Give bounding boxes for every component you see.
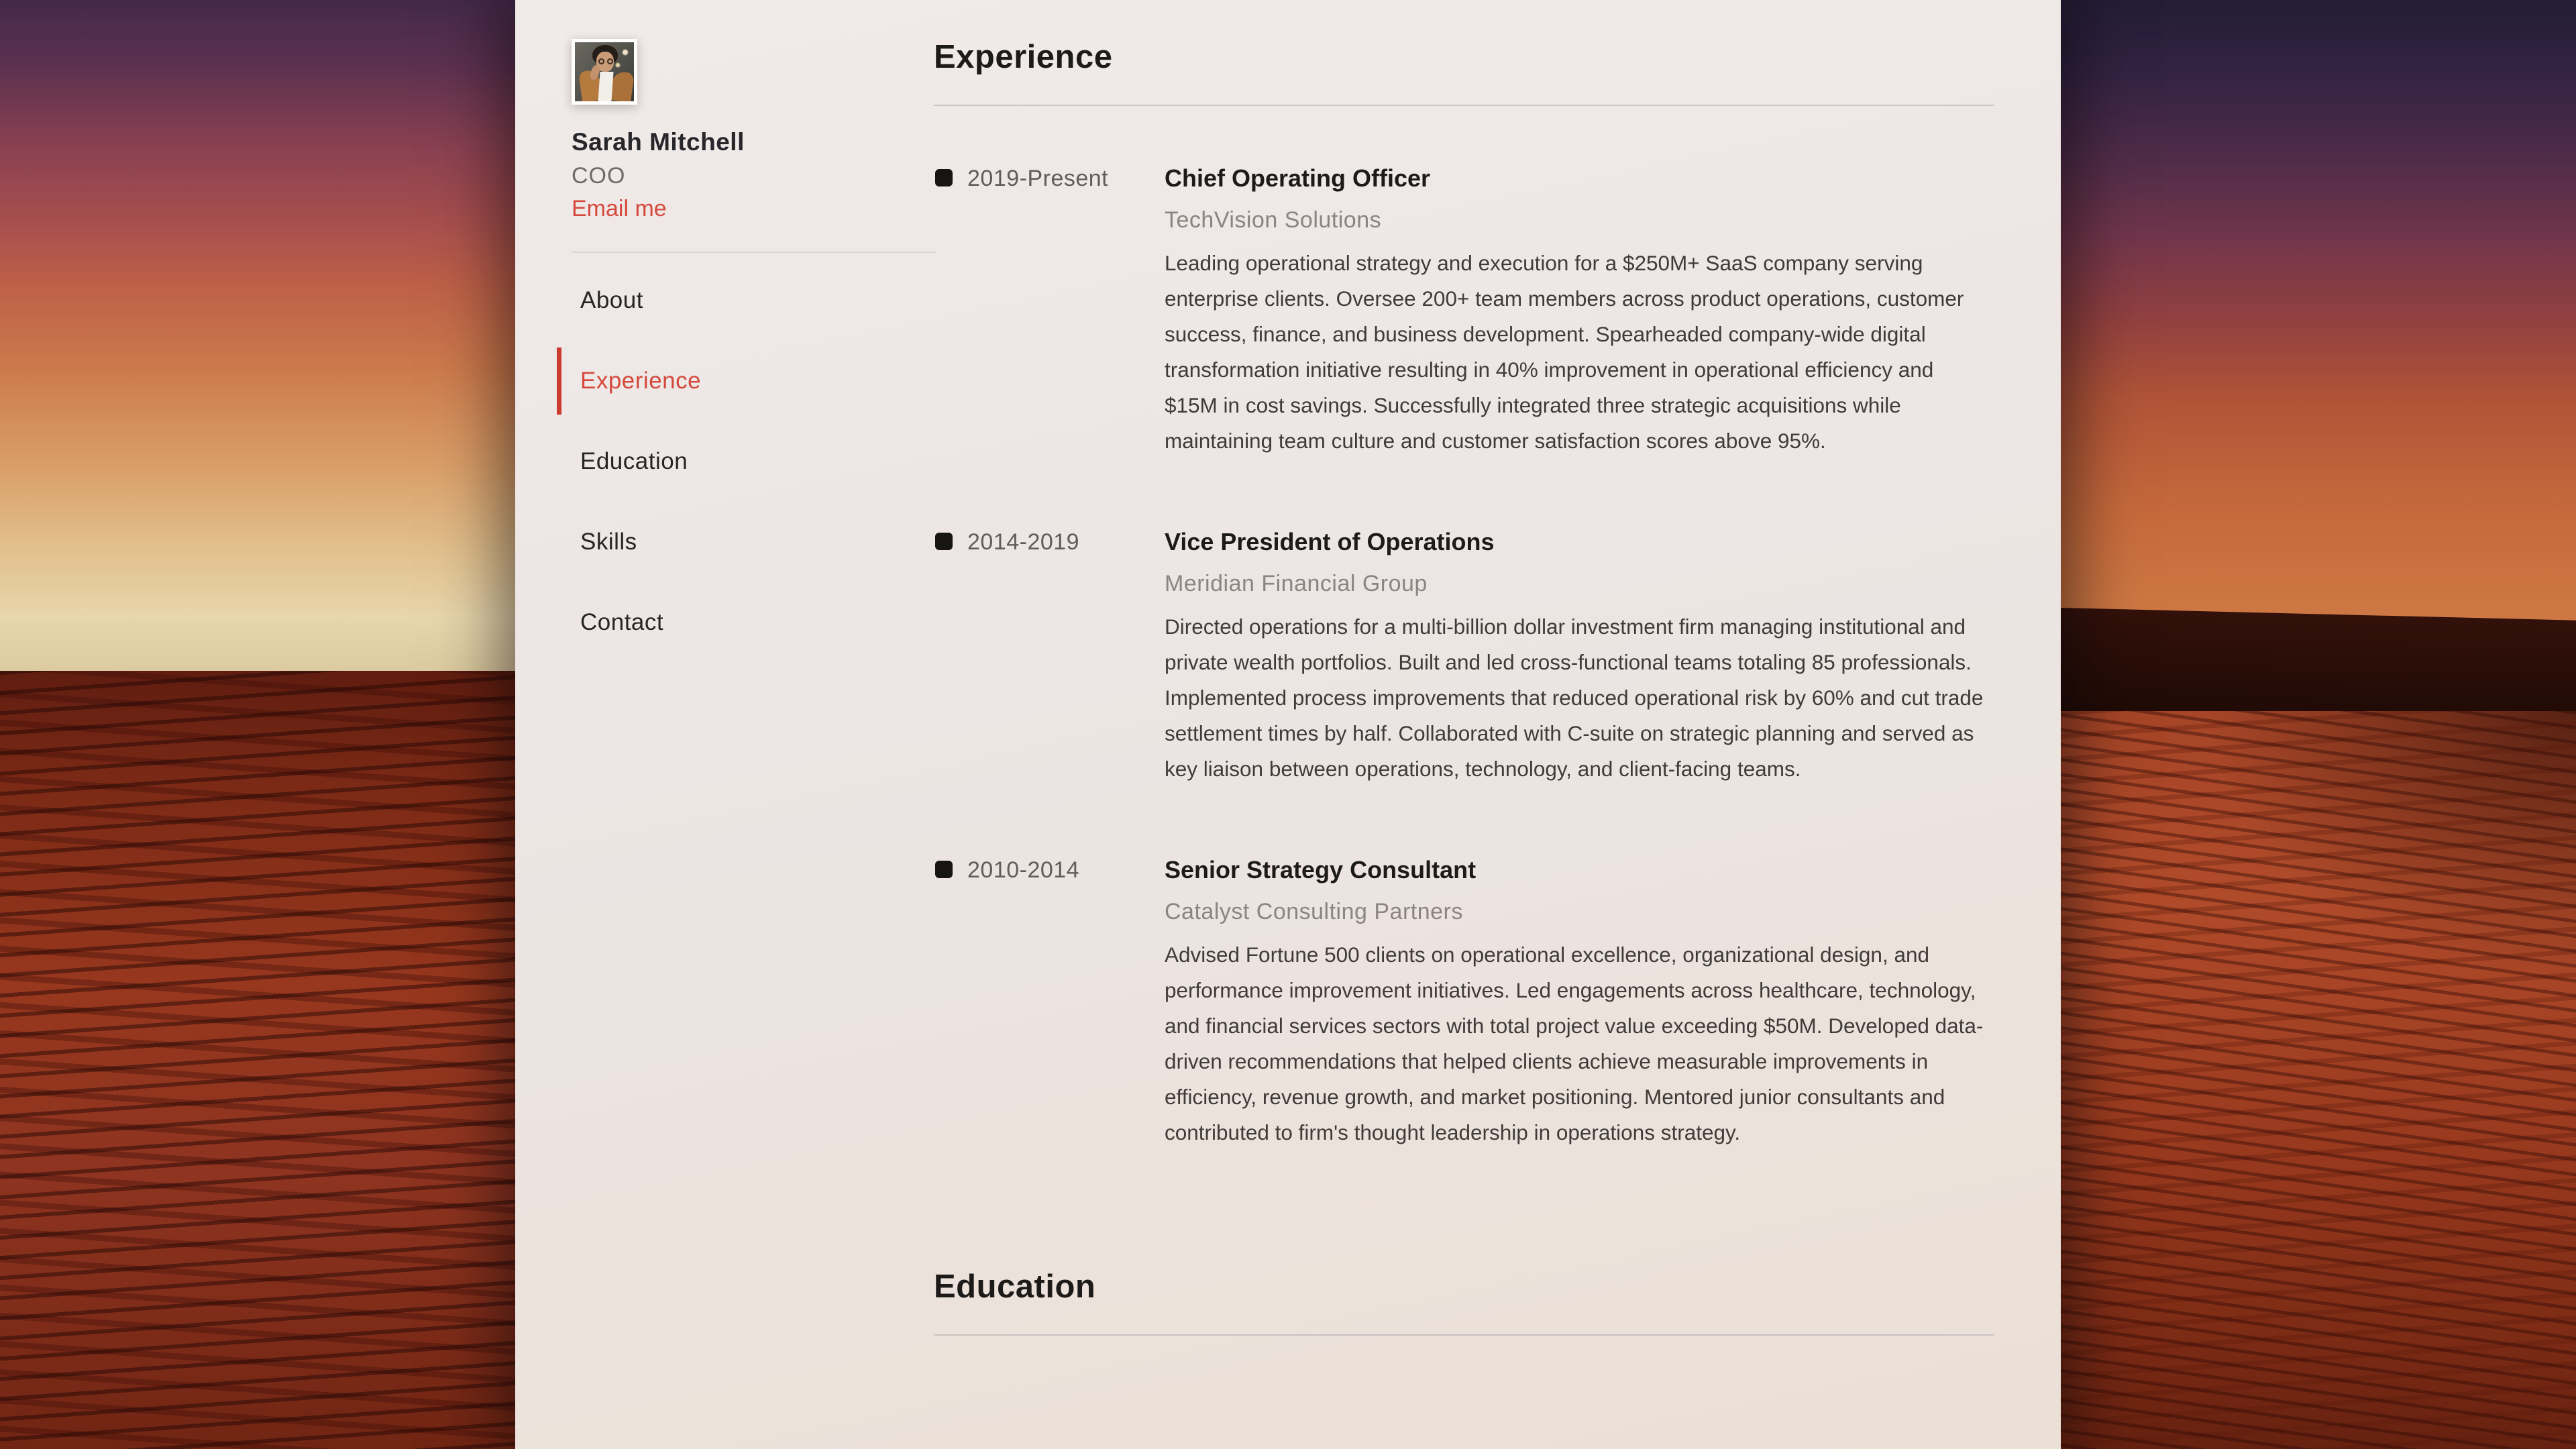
sidebar-item-education[interactable]: Education (580, 448, 688, 474)
desert-background-left (0, 0, 515, 1449)
education-section (934, 1266, 1994, 1336)
job-company: Catalyst Consulting Partners (1165, 899, 1463, 924)
timeline-square-marker (935, 861, 953, 878)
job-period: 2010-2014 (967, 857, 1080, 883)
job-entry (934, 527, 1994, 787)
profile-photo (575, 42, 634, 101)
experience-section-title: Experience (934, 39, 1113, 75)
job-period: 2014-2019 (967, 529, 1080, 555)
photo-shirt (598, 72, 613, 101)
timeline-square-marker (935, 169, 953, 186)
sunset-sky-right (2061, 0, 2576, 644)
job-meta (934, 855, 1165, 1150)
resume-panel (515, 0, 2061, 1449)
job-period: 2019-Present (967, 166, 1109, 191)
job-meta (934, 527, 1165, 787)
experience-timeline (934, 164, 1994, 1150)
job-description: Advised Fortune 500 clients on operational excellence, organizational design, and performance improvement initiatives. Led engagements across healthcare, technology, and financial services sectors with total project value exceeding $50M. Developed data-driven recommendations that helped clients achieve measurable improvements in efficiency, revenue growth, and market positioning. Mentored junior consultants and contributed to firm's thought leadership in operations strategy. (1165, 943, 1984, 1144)
sidebar (515, 0, 934, 669)
job-title: Chief Operating Officer (1165, 164, 1431, 192)
bokeh-light (622, 49, 629, 56)
job-body (1165, 164, 1994, 459)
email-link[interactable]: Email me (572, 196, 667, 221)
job-title: Senior Strategy Consultant (1165, 856, 1477, 883)
job-company: TechVision Solutions (1165, 207, 1382, 233)
sunset-sky-left (0, 0, 515, 671)
desert-background-right (2061, 0, 2576, 1449)
sidebar-item-skills[interactable]: Skills (580, 529, 637, 555)
sidebar-divider (572, 252, 936, 253)
job-body (1165, 527, 1994, 787)
job-body (1165, 855, 1994, 1150)
profile-role: COO (572, 163, 626, 189)
sidebar-item-experience[interactable]: Experience (557, 347, 934, 415)
profile-name: Sarah Mitchell (572, 128, 745, 156)
photo-glasses-right (607, 58, 613, 64)
job-entry (934, 855, 1994, 1150)
sidebar-item-about[interactable]: About (580, 287, 643, 313)
job-company: Meridian Financial Group (1165, 571, 1428, 596)
job-description: Leading operational strategy and execution for a $250M+ SaaS company serving enterprise clients. Oversee 200+ team members across product operations, customer success, finance, and business development. Spearheaded company-wide digital transformation initiative resulting in 40% improvement in operational efficiency and $15M in cost savings. Successfully integrated three strategic acquisitions while maintaining team culture and customer satisfaction scores above 95%. (1165, 251, 1964, 453)
bokeh-light (615, 62, 621, 68)
job-description: Directed operations for a multi-billion dollar investment firm managing institutional and private wealth portfolios. Built and led cross-functional teams totaling 85 professionals. Implemented process improvements that reduced operational risk by 60% and cut trade settlement times by half. Collaborated with C-suite on strategic planning and served as key liaison between operations, technology, and client-facing teams. (1165, 614, 1984, 781)
education-section-title: Education (934, 1269, 1096, 1305)
education-divider (934, 1334, 1994, 1336)
job-entry (934, 164, 1994, 459)
sand-dunes-left (0, 671, 515, 1449)
sand-dunes-right (2061, 711, 2576, 1449)
job-meta (934, 164, 1165, 459)
sidebar-item-contact[interactable]: Contact (580, 609, 664, 635)
timeline-square-marker (935, 533, 953, 550)
profile-photo-frame (572, 39, 637, 105)
experience-divider (934, 105, 1994, 106)
job-title: Vice President of Operations (1165, 528, 1495, 555)
photo-glasses-left (598, 58, 604, 64)
sidebar-nav (572, 267, 934, 656)
main-content (934, 0, 1994, 1336)
